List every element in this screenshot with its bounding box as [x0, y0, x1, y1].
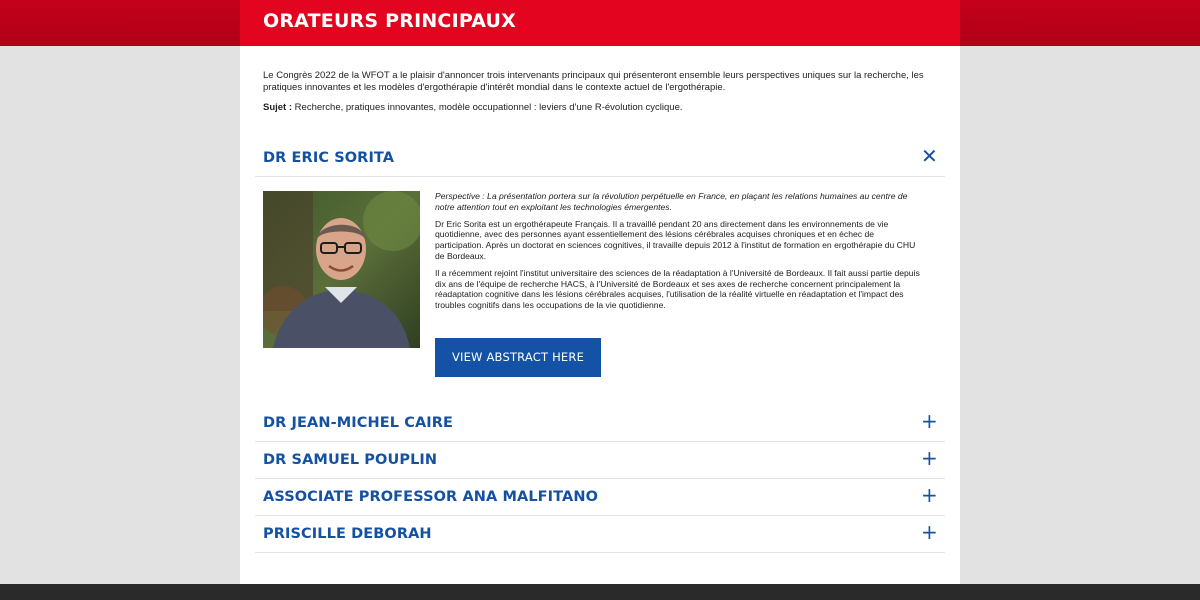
speaker-bio [435, 191, 925, 317]
plus-icon[interactable]: + [921, 446, 938, 470]
accordion-item-priscille-deborah [255, 516, 945, 553]
speaker-name: DR ERIC SORITA [263, 150, 395, 166]
title-bar [240, 0, 960, 46]
footer-bar [0, 584, 1200, 600]
accordion-item-eric-sorita [255, 140, 945, 177]
accordion-item-jean-michel-caire [255, 405, 945, 442]
top-banner [0, 0, 1200, 46]
accordion-header-ana-malfitano[interactable] [255, 479, 945, 515]
accordion-header-eric-sorita[interactable] [255, 140, 945, 176]
accordion-header-jean-michel-caire[interactable] [255, 405, 945, 441]
main-content [240, 46, 960, 584]
plus-icon[interactable]: + [921, 520, 938, 544]
intro-paragraph: Le Congrès 2022 de la WFOT a le plaisir d'annoncer trois intervenants principaux qui présenteront ensemble leurs perspectives uniques sur la recherche, les pratiques innovantes et les modèles d'ergothérapie d'intérêt mondial dans le contexte actuel de l'ergothérapie. [263, 70, 924, 93]
speaker-name: PRISCILLE DEBORAH [263, 526, 432, 542]
accordion-header-samuel-pouplin[interactable] [255, 442, 945, 478]
subject-line [263, 102, 933, 113]
accordion-item-samuel-pouplin [255, 442, 945, 479]
speaker-bio-paragraph-1: Dr Eric Sorita est un ergothérapeute Français. Il a travaillé pendant 20 ans directement dans les environnements de vie quotidienne, avec des personnes ayant essentiellement des lésions cérébrales acquises chroniques et en échec de participation. Après un doctorat en sciences cognitives, il travaille depuis 2012 à l'institut de formation en ergothérapie du CHU de Bordeaux. [435, 218, 916, 261]
speaker-name: ASSOCIATE PROFESSOR ANA MALFITANO [263, 489, 599, 505]
page-title: ORATEURS PRINCIPAUX [263, 10, 517, 32]
speaker-name: DR SAMUEL POUPLIN [263, 452, 438, 468]
accordion-header-priscille-deborah[interactable] [255, 516, 945, 552]
plus-icon[interactable]: + [921, 483, 938, 507]
view-abstract-button[interactable]: VIEW ABSTRACT HERE [435, 338, 601, 377]
speaker-perspective: Perspective : La présentation portera sur la révolution perpétuelle en France, en plaçant les relations humaines au centre de notre attention tout en exploitant les technologies émergentes. [435, 191, 908, 212]
close-icon[interactable]: ✕ [921, 144, 938, 168]
plus-icon[interactable]: + [921, 409, 938, 433]
subject-label: Sujet : [263, 102, 293, 113]
speaker-name: DR JEAN-MICHEL CAIRE [263, 415, 454, 431]
subject-text: Recherche, pratiques innovantes, modèle occupationnel : leviers d'une R-évolution cyclique. [292, 102, 683, 113]
speaker-photo [263, 191, 420, 348]
speaker-bio-paragraph-2: Il a récemment rejoint l'institut universitaire des sciences de la réadaptation à l'Université de Bordeaux. Il fait aussi partie depuis dix ans de l'équipe de recherche HACS, à l'Université de Bordeaux et ses axes de recherche concernent principalement la réadaptation cognitive dans les lésions cérébrales acquises, l'utilisation de la réalité virtuelle en réadaptation et l'impact des troubles cognitifs dans les occupations de la vie quotidienne. [435, 267, 920, 311]
accordion-item-ana-malfitano [255, 479, 945, 516]
